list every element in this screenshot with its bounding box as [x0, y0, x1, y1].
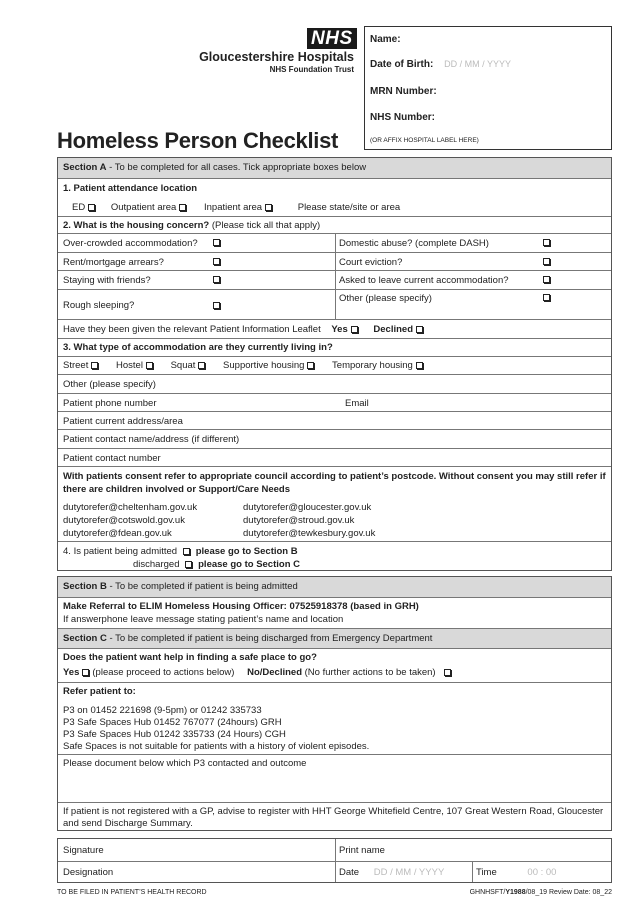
- leaflet-declined-checkbox[interactable]: [416, 326, 423, 333]
- nhs-logo-text: NHS: [307, 28, 357, 49]
- section-c-label: Section C: [63, 633, 107, 644]
- concern-court-eviction: Court eviction?: [339, 257, 403, 268]
- inpatient-checkbox[interactable]: [265, 204, 272, 211]
- contact-number-label: Patient contact number: [63, 453, 161, 464]
- name-label: Name:: [370, 34, 401, 45]
- designation-field[interactable]: Designation: [63, 867, 114, 878]
- concern-rough-sleeping-checkbox[interactable]: [213, 302, 220, 309]
- section-a-label: Section A: [63, 162, 107, 173]
- accom-temporary-checkbox[interactable]: [416, 362, 423, 369]
- concern-other: Other (please specify): [339, 293, 432, 304]
- concern-court-eviction-checkbox[interactable]: [543, 258, 550, 265]
- address-label: Patient current address/area: [63, 416, 183, 427]
- nhs-logo: [307, 28, 357, 49]
- accom-other-label: Other (please specify): [63, 379, 156, 390]
- inpatient-label: Inpatient area: [203, 202, 263, 213]
- address-row[interactable]: [58, 411, 611, 429]
- section-b-label: Section B: [63, 581, 107, 592]
- contact-name-row[interactable]: [58, 429, 611, 448]
- section-a-header: [58, 158, 611, 178]
- nhs-number-label: NHS Number:: [370, 112, 436, 123]
- signature-field[interactable]: Signature: [63, 845, 104, 856]
- email-cotswold[interactable]: dutytorefer@cotswold.gov.uk: [63, 515, 185, 526]
- safe-no-note: (No further actions to be taken): [304, 667, 436, 678]
- time-input[interactable]: 00 : 00: [527, 867, 557, 878]
- safe-yes-label: Yes: [63, 667, 80, 678]
- email-label: Email: [345, 398, 369, 409]
- q2-row-2: [58, 252, 611, 270]
- accom-other-row[interactable]: [58, 374, 611, 393]
- safe-no-label: No/Declined: [247, 667, 302, 678]
- refer-line-3: P3 Safe Spaces Hub 01242 335733 (24 Hours) CGH: [63, 729, 286, 740]
- refer-line-4: Safe Spaces is not suitable for patients with a history of violent episodes.: [63, 741, 370, 752]
- ed-label: ED: [72, 202, 86, 213]
- q4-prefix: 4.: [63, 546, 71, 557]
- refer-line-2: P3 Safe Spaces Hub 01452 767077 (24hours) GRH: [63, 717, 282, 728]
- outpatient-label: Outpatient area: [110, 202, 177, 213]
- council-emails-left: [63, 501, 197, 540]
- outcome-label: Please document below which P3 contacted and outcome: [63, 758, 307, 769]
- refer-title: Refer patient to:: [63, 686, 136, 697]
- q3-title: 3. What type of accommodation are they currently living in?: [63, 342, 333, 353]
- dob-row: [370, 59, 511, 70]
- phone-email-row[interactable]: [58, 393, 611, 411]
- section-b-body: [58, 597, 611, 628]
- q4-row: [58, 541, 611, 572]
- patient-id-box: [364, 26, 612, 150]
- q2-title: 2. What is the housing concern?: [63, 220, 210, 231]
- section-a-table: [57, 157, 612, 571]
- email-gloucester[interactable]: dutytorefer@gloucester.gov.uk: [243, 502, 372, 513]
- outcome-row[interactable]: [58, 754, 611, 802]
- section-b-header: [58, 577, 611, 597]
- q2-note: (Please tick all that apply): [209, 220, 321, 231]
- concern-overcrowded: Over-crowded accommodation?: [63, 238, 198, 249]
- refer-line-1: P3 on 01452 221698 (9-5pm) or 01242 335733: [63, 705, 262, 716]
- email-stroud[interactable]: dutytorefer@stroud.gov.uk: [243, 515, 355, 526]
- section-bc-table: [57, 576, 612, 831]
- q4-admitted-checkbox[interactable]: [183, 548, 190, 555]
- signoff-row-1: [58, 839, 611, 861]
- concern-domestic-abuse-checkbox[interactable]: [543, 239, 550, 246]
- safe-yes-note: (please proceed to actions below): [92, 667, 235, 678]
- email-fdean[interactable]: dutytorefer@fdean.gov.uk: [63, 528, 172, 539]
- phone-label: Patient phone number: [63, 398, 157, 409]
- signoff-row-2: [58, 861, 611, 882]
- safe-place-row: [58, 648, 611, 682]
- concern-asked-to-leave: Asked to leave current accommodation?: [339, 275, 509, 286]
- q4-admitted-action: please go to Section B: [195, 546, 298, 557]
- q2-title-row: [58, 216, 611, 233]
- org-name: Gloucestershire Hospitals: [199, 50, 354, 64]
- concern-rent-arrears-checkbox[interactable]: [213, 258, 220, 265]
- concern-rent-arrears: Rent/mortgage arrears?: [63, 257, 164, 268]
- ed-checkbox[interactable]: [88, 204, 95, 211]
- accom-squat: Squat: [170, 360, 196, 371]
- concern-staying-friends: Staying with friends?: [63, 275, 151, 286]
- accom-hostel: Hostel: [116, 360, 143, 371]
- org-sub: NHS Foundation Trust: [269, 65, 354, 74]
- q1-title: 1. Patient attendance location: [63, 183, 198, 194]
- email-tewkesbury[interactable]: dutytorefer@tewkesbury.gov.uk: [243, 528, 376, 539]
- concern-overcrowded-checkbox[interactable]: [213, 239, 220, 246]
- footer-ref-prefix: GHNHSFT/: [469, 889, 506, 896]
- contact-number-row[interactable]: [58, 448, 611, 466]
- section-c-header: [58, 628, 611, 648]
- date-label: Date: [339, 867, 360, 878]
- q2-row-1: [58, 233, 611, 252]
- q1-row: [58, 178, 611, 216]
- outpatient-checkbox[interactable]: [179, 204, 186, 211]
- leaflet-declined-label: Declined: [373, 324, 414, 335]
- q2-row-3: [58, 270, 611, 289]
- signoff-table: [57, 838, 612, 883]
- dob-input[interactable]: DD / MM / YYYY: [444, 59, 511, 69]
- safe-no-checkbox[interactable]: [444, 669, 451, 676]
- q4-admitted-label: Is patient being admitted: [73, 546, 178, 557]
- concern-other-checkbox[interactable]: [543, 294, 550, 301]
- concern-staying-friends-checkbox[interactable]: [213, 276, 220, 283]
- accom-street-checkbox[interactable]: [91, 362, 98, 369]
- leaflet-yes-checkbox[interactable]: [351, 326, 358, 333]
- contact-name-label: Patient contact name/address (if different): [63, 434, 240, 445]
- council-emails-right: [243, 501, 375, 540]
- date-input[interactable]: DD / MM / YYYY: [373, 867, 445, 878]
- safe-place-question: Does the patient want help in finding a safe place to go?: [63, 652, 317, 663]
- footer-ref-code: Y1988: [505, 889, 526, 896]
- safe-yes-checkbox[interactable]: [82, 669, 89, 676]
- q3-title-row: [58, 338, 611, 356]
- accom-hostel-checkbox[interactable]: [146, 362, 153, 369]
- leaflet-yes-label: Yes: [331, 324, 348, 335]
- accom-supportive: Supportive housing: [223, 360, 305, 371]
- page-title: Homeless Person Checklist: [57, 128, 339, 153]
- section-b-heading: - To be completed if patient is being admitted: [106, 581, 298, 592]
- section-c-heading: - To be completed if patient is being discharged from Emergency Department: [106, 633, 433, 644]
- print-name-field[interactable]: Print name: [339, 845, 385, 856]
- q4-discharged-checkbox[interactable]: [185, 561, 192, 568]
- consent-row: [58, 466, 611, 541]
- q2-row-4: [58, 289, 611, 319]
- concern-rough-sleeping: Rough sleeping?: [63, 300, 135, 311]
- footer-filing-note: TO BE FILED IN PATIENT’S HEALTH RECORD: [57, 889, 207, 896]
- leaflet-question: Have they been given the relevant Patient Information Leaflet: [63, 324, 321, 335]
- consent-text: With patients consent refer to appropriate council according to patient’s postcode. Without consent you may still refer if there are children involved or Support/Care Needs: [63, 471, 606, 495]
- section-a-heading: - To be completed for all cases. Tick appropriate boxes below: [106, 162, 367, 173]
- accom-temporary: Temporary housing: [332, 360, 413, 371]
- accom-street: Street: [63, 360, 89, 371]
- affix-note: (OR AFFIX HOSPITAL LABEL HERE): [370, 137, 479, 144]
- footer-ref-suffix: /08_19 Review Date: 08_22: [525, 889, 612, 896]
- concern-domestic-abuse: Domestic abuse? (complete DASH): [339, 238, 489, 249]
- q4-discharged-action: please go to Section C: [198, 559, 301, 570]
- accom-supportive-checkbox[interactable]: [307, 362, 314, 369]
- concern-asked-to-leave-checkbox[interactable]: [543, 276, 550, 283]
- refer-list: [63, 705, 369, 753]
- email-cheltenham[interactable]: dutytorefer@cheltenham.gov.uk: [63, 502, 198, 513]
- gp-note: If patient is not registered with a GP, advise to register with HHT George Whitefield Centre, 107 Great Western Road, Gloucester and send Discharge Summary.: [63, 806, 604, 829]
- time-label: Time: [476, 867, 497, 878]
- footer-ref: [420, 889, 612, 896]
- elim-referral: Make Referral to ELIM Homeless Housing Officer: 07525918378 (based in GRH): [63, 601, 419, 612]
- q3-options-row: [58, 356, 611, 374]
- q4-discharged-label: discharged: [133, 559, 180, 570]
- gp-note-row: [58, 802, 611, 832]
- refer-row: [58, 682, 611, 754]
- state-site-label: Please state/site or area: [297, 202, 401, 213]
- dob-label: Date of Birth:: [370, 59, 434, 70]
- leaflet-row: [58, 319, 611, 338]
- accom-squat-checkbox[interactable]: [198, 362, 205, 369]
- mrn-label: MRN Number:: [370, 86, 437, 97]
- answerphone-note: If answerphone leave message stating patient’s name and location: [63, 614, 344, 625]
